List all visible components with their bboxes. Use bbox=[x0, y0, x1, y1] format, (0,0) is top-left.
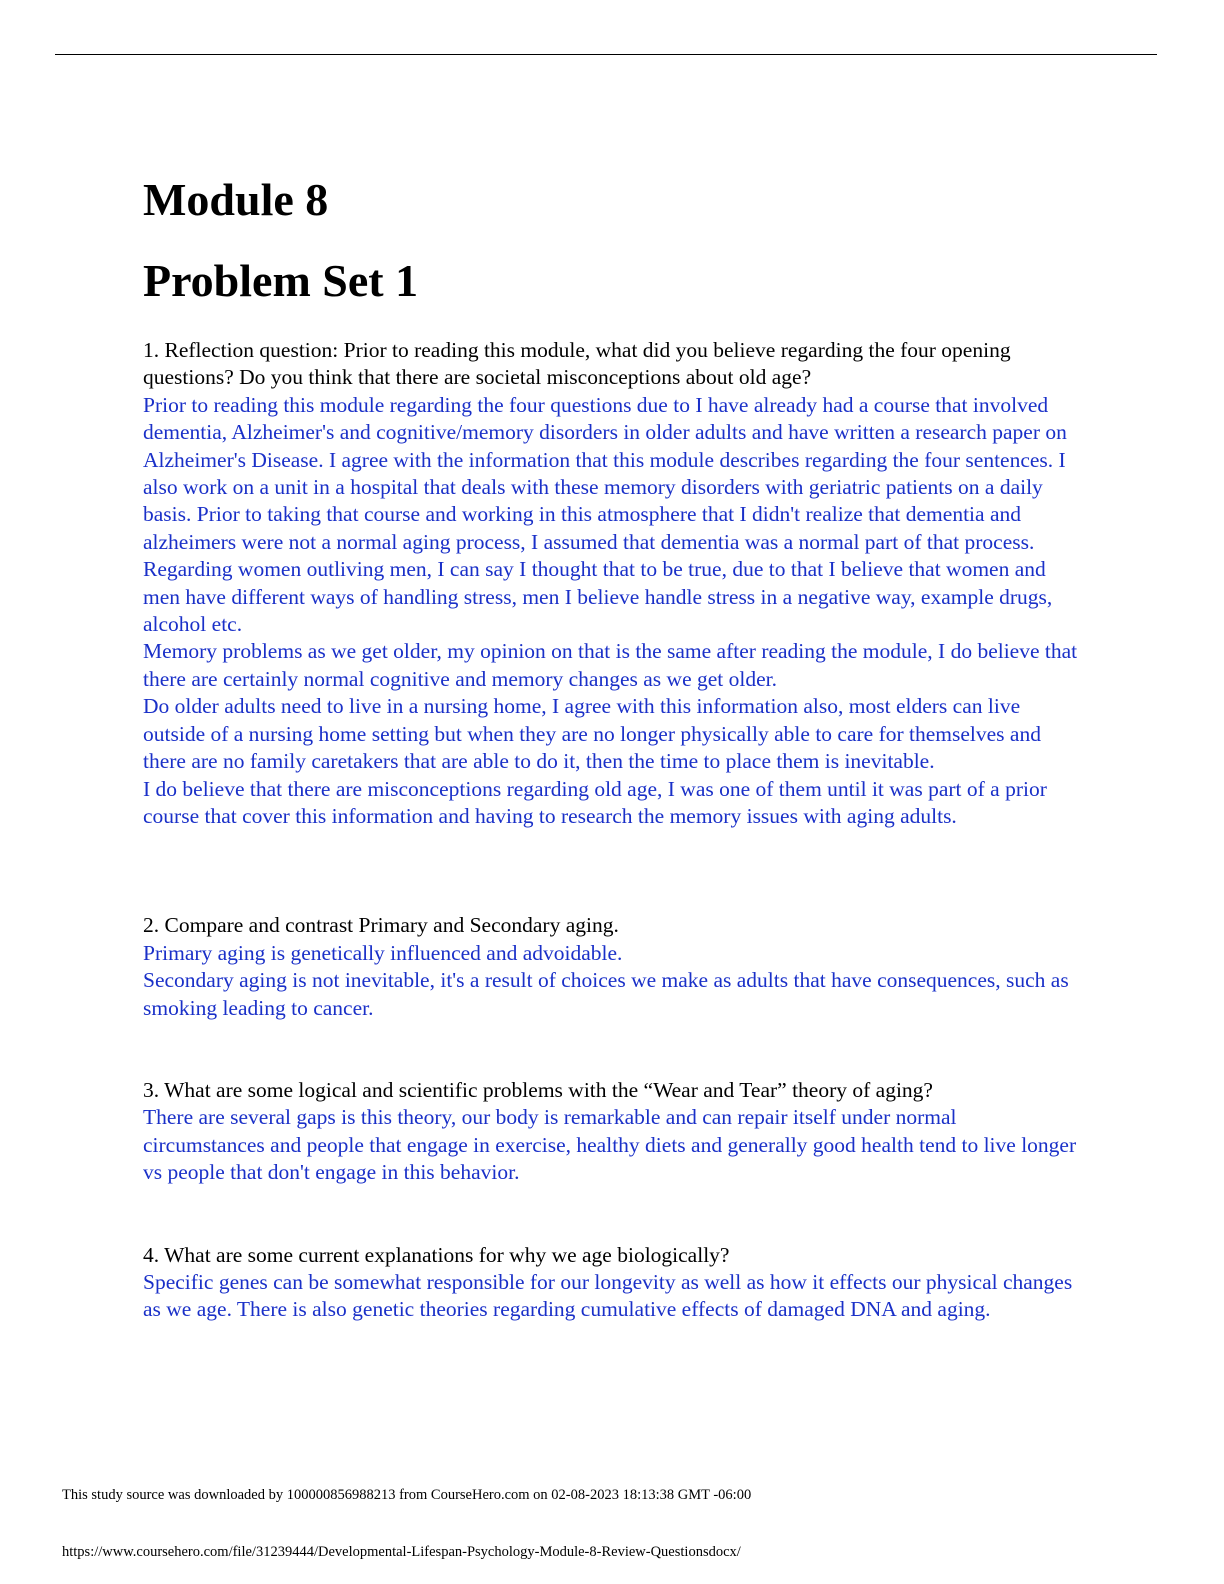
answer-paragraph: Specific genes can be somewhat responsible for our longevity as well as how it effects our physical changes as we age. There is also genetic theories regarding cumulative effects of damaged DNA and aging. bbox=[143, 1269, 1073, 1322]
question-block-3 bbox=[143, 1077, 1083, 1187]
answer-paragraph: Prior to reading this module regarding the four questions due to I have already had a course that involved dementia, Alzheimer's and cognitive/memory disorders in older adults and have written a research paper on Alzheimer's Disease. I agree with the information that this module describes regarding the four sentences. I also work on a unit in a hospital that deals with these memory disorders with geriatric patients on a daily basis. Prior to taking that course and working in this atmosphere that I didn't realize that dementia and alzheimers were not a normal aging process, I assumed that dementia was a normal part of that process. Regarding women outliving men, I can say I thought that to be true, due to that I believe that women and men have different ways of handling stress, men I believe handle stress in a negative way, example drugs, alcohol etc. bbox=[143, 392, 1067, 637]
answer-paragraph: There are several gaps is this theory, our body is remarkable and can repair itself under normal circumstances and people that engage in exercise, healthy diets and generally good health tend to live longer vs people that don't engage in this behavior. bbox=[143, 1105, 1077, 1185]
header-rule bbox=[55, 54, 1157, 55]
answer-paragraph: I do believe that there are misconceptions regarding old age, I was one of them until it was part of a prior course that cover this information and having to research the memory issues with aging adults. bbox=[143, 776, 1047, 828]
question-text: 2. Compare and contrast Primary and Secondary aging. bbox=[143, 913, 619, 938]
problem-set-title: Problem Set 1 bbox=[143, 255, 419, 306]
answer-paragraph: Memory problems as we get older, my opinion on that is the same after reading the module, I do believe that there are certainly normal cognitive and memory changes as we get older. bbox=[143, 639, 1078, 691]
module-title: Module 8 bbox=[143, 174, 329, 225]
question-block-4 bbox=[143, 1242, 1083, 1324]
question-text: 3. What are some logical and scientific problems with the “Wear and Tear” theory of aging? bbox=[143, 1077, 933, 1102]
source-url[interactable]: https://www.coursehero.com/file/31239444/Developmental-Lifespan-Psychology-Module-8-Review-Questionsdocx/ bbox=[62, 1544, 741, 1560]
answer-paragraph: Secondary aging is not inevitable, it's a result of choices we make as adults that have consequences, such as smoking leading to cancer. bbox=[143, 968, 1069, 1020]
answer-paragraph: Primary aging is genetically influenced and advoidable. bbox=[143, 940, 623, 965]
document-body bbox=[143, 170, 1083, 1324]
question-block-2 bbox=[143, 912, 1083, 1022]
question-block-1 bbox=[143, 337, 1083, 830]
question-text: 4. What are some current explanations for why we age biologically? bbox=[143, 1242, 730, 1267]
question-text: 1. Reflection question: Prior to reading this module, what did you believe regarding the four opening questions? Do you think that there are societal misconceptions about old age? bbox=[143, 338, 1011, 390]
download-source-note: This study source was downloaded by 100000856988213 from CourseHero.com on 02-08-2023 18:13:38 GMT -06:00 bbox=[62, 1487, 752, 1503]
answer-paragraph: Do older adults need to live in a nursing home, I agree with this information also, most elders can live outside of a nursing home setting but when they are no longer physically able to care for themselves and there are no family caretakers that are able to do it, then the time to place them is inevitable. bbox=[143, 694, 1041, 774]
